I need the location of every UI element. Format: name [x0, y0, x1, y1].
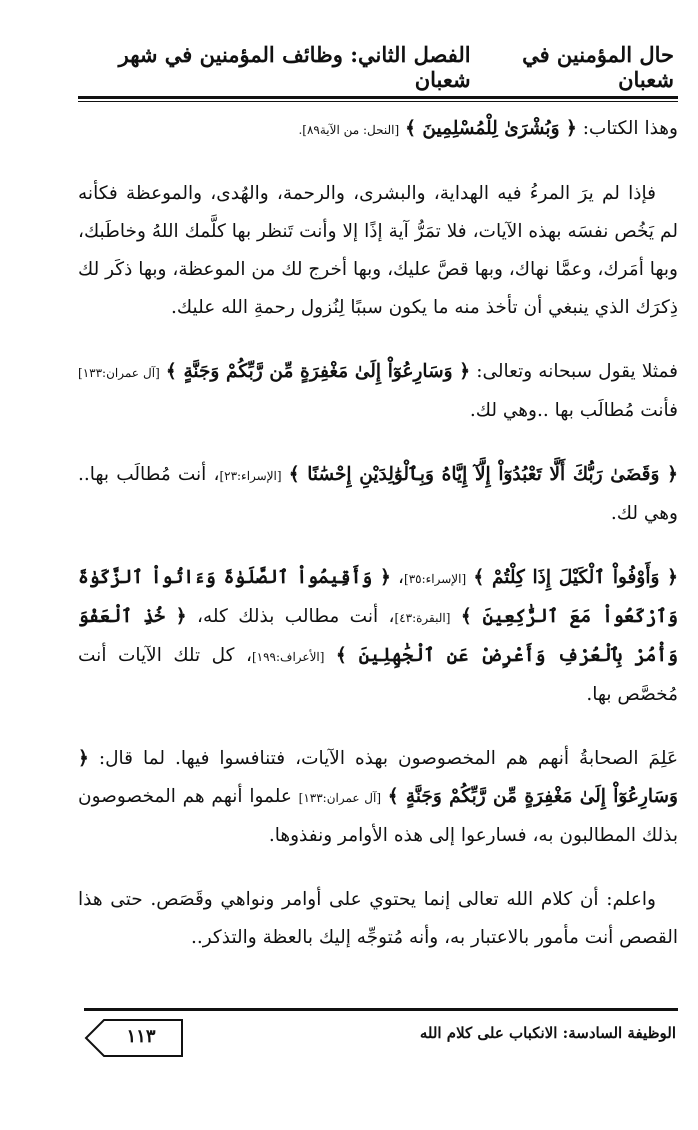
footer-section-title: الوظيفة السادسة: الانكباب على كلام الله	[419, 1024, 676, 1042]
paragraph-6	[78, 740, 678, 855]
p5-source-1: [الإسراء:٣٥]	[404, 572, 467, 586]
p3-text1: فمثلا يقول سبحانه وتعالى:	[476, 361, 678, 382]
p3-quran-quote: ﴿ وَسَارِعُوٓاْ إِلَىٰ مَغْفِرَةٍ مِّن رَّبِّكُمْ وَجَنَّةٍ ﴾	[165, 361, 471, 382]
paragraph-1	[78, 110, 678, 149]
p4-source: [الإسراء:٢٣]	[219, 469, 282, 483]
page-number-badge	[84, 1018, 184, 1058]
p5-quran-quote-3: ﴿ خُذِ ٱلْعَفْوَ وَأْمُرْ بِٱلْعُرْفِ وَأَعْرِضْ عَنِ ٱلْجَٰهِلِينَ ﴾	[78, 606, 678, 666]
p5-quran-quote-1: ﴿ وَأَوْفُواْ ٱلْكَيْلَ إِذَا كِلْتُمْ ﴾	[473, 567, 678, 588]
header-chapter-title: الفصل الثاني: وظائف المؤمنين في شهر شعبان	[118, 42, 471, 92]
paragraph-5	[78, 559, 678, 714]
running-header	[78, 42, 674, 92]
header-book-title: حال المؤمنين في شعبان	[522, 42, 674, 92]
p5-quran-quote-2: ﴿ وَأَقِيمُواْ ٱلصَّلَوٰةَ وَءَاتُواْ ٱلزَّكَوٰةَ وَٱرْكَعُواْ مَعَ ٱلرَّٰكِعِينَ ﴾	[78, 567, 678, 627]
p5-text2: ، كل تلك الآيات أنت مُخصَّص بها.	[78, 645, 678, 705]
page-body	[78, 110, 678, 983]
paragraph-3	[78, 353, 678, 430]
p6-source: [آل عمران:١٣٣]	[298, 791, 381, 805]
p5-text1: ، أنت مطالب بذلك كله،	[197, 606, 395, 627]
paragraph-4	[78, 456, 678, 533]
p6-quran-quote: ﴿ وَسَارِعُوٓاْ إِلَىٰ مَغْفِرَةٍ مِّن رَّبِّكُمْ وَجَنَّةٍ ﴾	[78, 748, 678, 807]
p4-text: ، أنت مُطالَب بها.. وهي لك.	[78, 464, 678, 524]
header-rule-thin	[78, 101, 678, 102]
p5-source-2: [البقرة:٤٣]	[394, 611, 451, 625]
p4-quran-quote: ﴿ وَقَضَىٰ رَبُّكَ أَلَّا تَعْبُدُوٓاْ إِلَّآ إِيَّاهُ وَبِٱلْوَٰلِدَيْنِ إِحْسَٰنًا ﴾	[288, 464, 678, 485]
p1-text: وهذا الكتاب:	[582, 118, 678, 139]
p1-quran-quote: ﴿ وَبُشْرَىٰ لِلْمُسْلِمِينَ ﴾	[405, 118, 577, 139]
p6-text1: عَلِمَ الصحابةُ أنهم هم المخصوصون بهذه الآيات، فتنافسوا فيها. لما قال:	[98, 748, 678, 769]
p5-separator: ،	[398, 567, 405, 588]
header-rule	[78, 96, 678, 99]
p6-text2: علموا أنهم هم المخصوصون بذلك المطالبون به، فسارعوا إلى هذه الأوامر ونفذوها.	[78, 786, 678, 846]
paragraph-2: فإذا لم يرَ المرءُ فيه الهداية، والبشرى، والرحمة، والهُدى، والموعظة فكأنه لم يَخُص نفسَه بهذه الآيات، فلا تمَرُّ آية إذًا إلا وأنت تَنظر بها كلَّمك اللهُ وخاطَبك، وبها أمَرك، وعمَّا نهاك، وبها قصَّ عليك، وبها أخرج لك من الموعظة، وبها ذكَر لك ذِكرَك الذي ينبغي أن تأخذ منه ما يكون سببًا لِنُزول رحمةِ الله عليك.	[77, 183, 678, 318]
footer-rule	[84, 1008, 678, 1011]
page-number: ١١٣	[126, 1026, 156, 1047]
paragraph-7: واعلم: أن كلام الله تعالى إنما يحتوي على أوامر ونواهي وقَصَص. حتى هذا القصص أنت مأمور بالاعتبار به، وأنه مُتوجِّه إليك بالعظة والتذكر..	[78, 889, 678, 948]
p1-source: [النحل: من الآية٨٩].	[298, 123, 400, 137]
p3-source: [آل عمران:١٣٣]	[78, 366, 160, 380]
p5-source-3: [الأعراف:١٩٩]	[251, 650, 325, 664]
p3-text2: فأنت مُطالَب بها ..وهي لك.	[469, 400, 678, 421]
